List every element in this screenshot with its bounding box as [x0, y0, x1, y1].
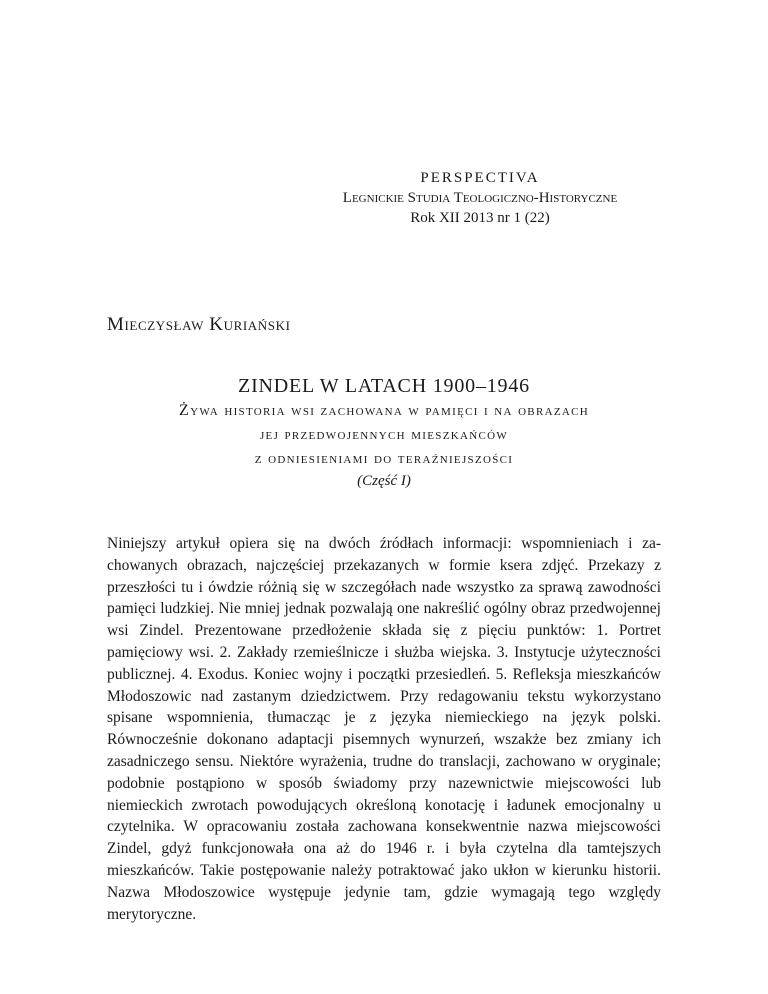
article-title-block — [107, 373, 661, 491]
abstract-paragraph: Niniejszy artykuł opiera się na dwóch źródłach informacji: wspomnieniach i zachowanych obrazach, najczęściej przekazanych w formie ksera zdjęć. Przekazy z przeszłości tu i ówdzie różnią się w szczegółach nade wszystko za sprawą zawodności pamięci ludzkiej. Nie mniej jednak pozwalają one nakreślić ogólny obraz przedwojennej wsi Zindel. Prezentowane przedłożenie składa się z pięciu punktów: 1. Portret pamięciowy wsi. 2. Zakłady rzemieślnicze i służba wiejska. 3. Instytucje użyteczności publicznej. 4. Exodus. Koniec wojny i początki przesiedleń. 5. Refleksja mieszkańców Młodoszowic nad zastanym dziedzictwem. Przy redagowaniu tekstu wykorzystano spisane wspomnienia, tłumacząc je z języka niemieckiego na język polski. Równocześnie dokonano adaptacji pisemnych wynurzeń, wszakże bez zmiany ich zasadniczego sensu. Niektóre wyrażenia, trudne do translacji, zachowano w oryginale; podobnie postąpiono w sposób świadomy przy nazewnictwie miejscowości lub niemieckich zwrotach powodujących określoną konotację i ładunek emocjonalny u czytelnika. W opracowaniu została zachowana konsekwentnie nazwa miejscowości Zindel, gdyż funkcjonowała ona aż do 1946 r. i była czytelna dla tamtejszych mieszkańców. Takie postępowanie należy potraktować jako ukłon w kierunku historii. Nazwa Młodoszowice występuje jedynie tam, gdzie wymagają tego względy merytoryczne. — [107, 535, 661, 923]
journal-subtitle: Legnickie Studia Teologiczno-Historyczne — [342, 190, 618, 206]
article-title: ZINDEL W LATACH 1900–1946 — [238, 375, 530, 397]
journal-header — [300, 162, 660, 228]
article-subtitle-line-2: jej przedwojennych mieszkańców — [259, 426, 509, 443]
article-subtitle-line-1: Żywa historia wsi zachowana w pamięci i na obrazach — [179, 402, 589, 419]
author-name: Mieczysław Kuriański — [107, 314, 291, 335]
article-subtitle-line-3: z odniesieniami do teraźniejszości — [254, 450, 514, 467]
article-part: (Część I) — [357, 473, 411, 489]
journal-issue: Rok XII 2013 nr 1 (22) — [410, 210, 550, 226]
journal-title: perspectiva — [420, 162, 540, 187]
